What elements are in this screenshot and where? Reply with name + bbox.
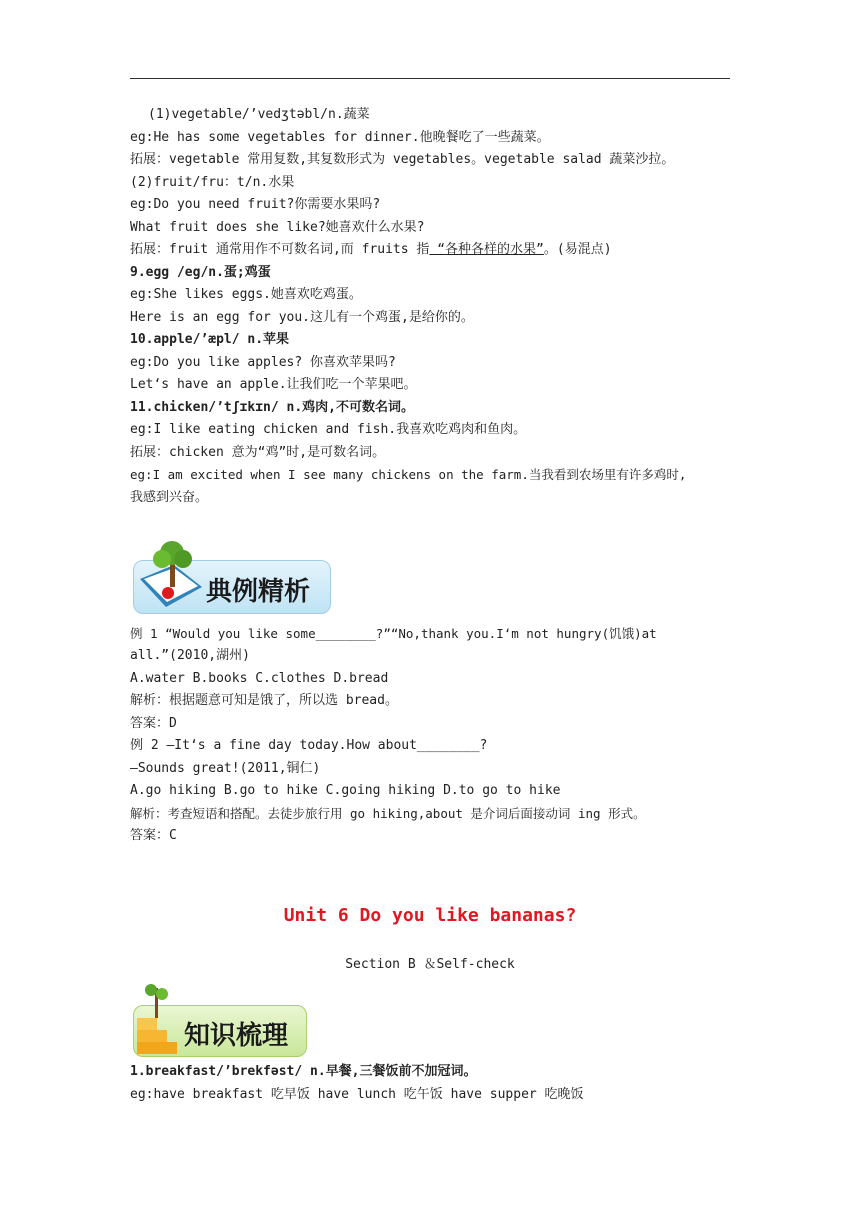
unit-title: Unit 6 Do you like bananas? [283, 905, 577, 926]
banner-label: 典例精析 [206, 577, 311, 607]
example-2-question: 例 2 —It‘s a fine day today.How about________? [130, 738, 488, 753]
underlined-phrase: “各种各样的水果” [429, 242, 544, 257]
example-2-question-cont: —Sounds great!(2011,铜仁) [130, 761, 321, 776]
example-sentence: eg:She likes eggs.她喜欢吃鸡蛋。 [130, 287, 362, 302]
vocab-chicken: 11.chicken/’tʃɪkɪn/ n.鸡肉,不可数名词。 [130, 400, 415, 415]
example-2-answer: 答案：C [130, 828, 177, 843]
extension-tail: 。(易混点) [543, 242, 612, 257]
banner-label: 知识梳理 [184, 1021, 289, 1051]
header-rule [130, 78, 730, 79]
vocab-egg: 9.egg /eg/n.蛋;鸡蛋 [130, 265, 271, 280]
example-1-analysis: 解析：根据题意可知是饿了，所以选 bread。 [130, 693, 398, 708]
example-sentence: eg:He has some vegetables for dinner.他晚餐吃了一些蔬菜。 [130, 130, 550, 145]
extension-note [130, 241, 612, 259]
example-sentence: Here is an egg for you.这儿有一个鸡蛋,是给你的。 [130, 310, 474, 325]
example-sentence: eg:Do you need fruit?你需要水果吗? [130, 197, 381, 212]
example-1-question-cont: all.”(2010,湖州) [130, 648, 250, 663]
example-2-analysis: 解析：考查短语和搭配。去徒步旅行用 go hiking,about 是介词后面接动词 ing 形式。 [130, 806, 646, 821]
example-sentence: eg:I like eating chicken and fish.我喜欢吃鸡肉和鱼肉。 [130, 422, 527, 437]
tree-book-icon [132, 535, 210, 613]
extension-note: 拓展：vegetable 常用复数,其复数形式为 vegetables。vegetable salad 蔬菜沙拉。 [130, 152, 675, 167]
example-1-options: A.water B.books C.clothes D.bread [130, 671, 389, 686]
example-1-answer: 答案：D [130, 716, 177, 731]
example-sentence: What fruit does she like?她喜欢什么水果? [130, 220, 425, 235]
example-sentence: eg:Do you like apples? 你喜欢苹果吗? [130, 355, 396, 370]
example-sentence-cont: 我感到兴奋。 [130, 490, 209, 505]
vocab-vegetable: (1)vegetable/’vedʒtəbl/n.蔬菜 [148, 107, 370, 122]
vocab-apple: 10.apple/’æpl/ n.苹果 [130, 332, 290, 347]
example-sentence: Let‘s have an apple.让我们吃一个苹果吧。 [130, 377, 417, 392]
section-title: Section B ＆Self-check [345, 957, 515, 972]
vocab-breakfast: 1.breakfast/’brekfəst/ n.早餐,三餐饭前不加冠词。 [130, 1064, 477, 1079]
vocab-fruit: (2)fruit/fru：t/n.水果 [130, 175, 295, 190]
example-sentence: eg:I am excited when I see many chickens on the farm.当我看到农场里有许多鸡时, [130, 467, 687, 482]
extension-text: 拓展：fruit 通常用作不可数名词,而 fruits 指 [130, 242, 430, 257]
example-1-question: 例 1 “Would you like some________?”“No,thank you.I‘m not hungry(饥饿)at [130, 626, 657, 641]
example-sentence: eg:have breakfast 吃早饭 have lunch 吃午饭 have supper 吃晚饭 [130, 1087, 584, 1102]
example-2-options: A.go hiking B.go to hike C.going hiking D.to go to hike [130, 783, 561, 798]
extension-note: 拓展：chicken 意为“鸡”时,是可数名词。 [130, 445, 386, 460]
stairs-plant-icon [133, 980, 183, 1058]
